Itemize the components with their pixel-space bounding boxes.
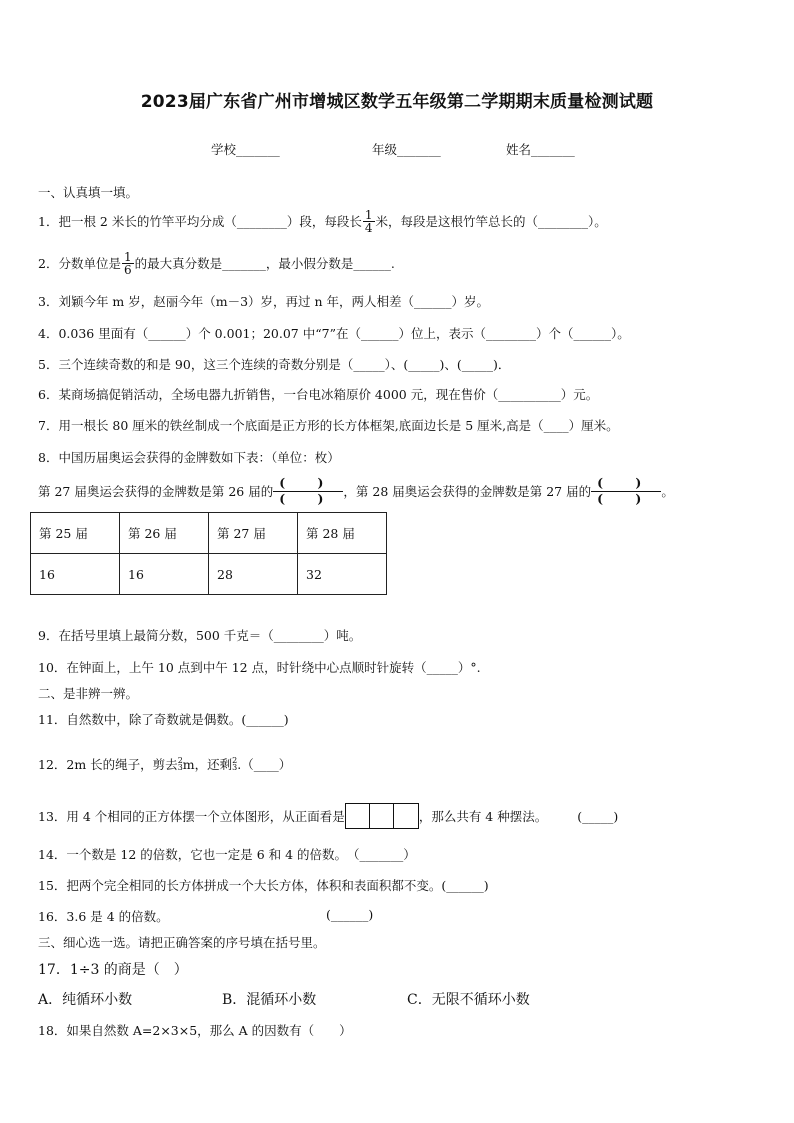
question-8-text-b: ，第 28 届奥运会获得的金牌数是第 27 届的 <box>343 484 592 499</box>
question-12-text-a: 12．2m 长的绳子，剪去 <box>38 757 178 772</box>
question-8-statement <box>38 471 674 511</box>
school-field: 学校_______ <box>211 142 280 157</box>
fraction-numerator: 2 <box>177 755 183 765</box>
table-header-row <box>31 513 387 554</box>
question-10: 10．在钟面上，上午 10 点到中午 12 点，时针绕中心点顺时针旋转（_____）°. <box>38 660 481 675</box>
fraction-denominator: 3 <box>177 763 183 772</box>
gold-medal-table <box>30 512 387 595</box>
fraction-one-sixth <box>122 251 134 276</box>
question-13-text-b: ，那么共有 4 种摆法。 <box>418 809 548 824</box>
table-cell: 16 <box>31 554 120 595</box>
fraction-numerator: 1 <box>123 249 132 264</box>
table-row <box>31 554 387 595</box>
question-16-text: 16．3.6 是 4 的倍数。 <box>38 909 169 924</box>
cube-square <box>394 804 418 828</box>
question-11: 11．自然数中，除了奇数就是偶数。(______) <box>38 712 289 727</box>
question-7: 7．用一根长 80 厘米的铁丝制成一个底面是正方形的长方体框架,底面边长是 5 厘米,高是（____）厘米。 <box>38 418 619 433</box>
question-12-text-c: .（____） <box>237 757 292 772</box>
section-heading-3: 三、细心选一选。请把正确答案的序号填在括号里。 <box>38 935 326 950</box>
fraction-numerator: 2 <box>232 755 238 765</box>
blank-numerator: ( ) <box>279 475 338 491</box>
question-17-option-c: C．无限不循环小数 <box>407 992 530 1008</box>
grade-field: 年级_______ <box>372 142 441 157</box>
page-title: 2023届广东省广州市增城区数学五年级第二学期期末质量检测试题 <box>140 92 654 112</box>
table-header-cell: 第 26 届 <box>120 513 209 554</box>
question-13 <box>38 801 618 831</box>
table-cell: 16 <box>120 554 209 595</box>
front-view-cubes-figure <box>345 803 419 829</box>
section-heading-1: 一、认真填一填。 <box>38 185 139 200</box>
question-4: 4．0.036 里面有（______）个 0.001；20.07 中“7”在（______）位上，表示（________）个（______）。 <box>38 326 630 341</box>
fraction-denominator: 3 <box>232 763 238 772</box>
table-cell: 32 <box>298 554 387 595</box>
question-8-text-a: 第 27 届奥运会获得的金牌数是第 26 届的 <box>38 484 274 499</box>
question-13-answer-blank: (_____) <box>577 808 619 824</box>
question-14: 14．一个数是 12 的倍数，它也一定是 6 和 4 的倍数。 （_______） <box>38 847 416 862</box>
fraction-one-quarter <box>363 209 375 234</box>
question-1-text-a: 1．把一根 2 米长的竹竿平均分成（________）段，每段长 <box>38 214 362 229</box>
question-2-text-a: 2．分数单位是 <box>38 256 121 271</box>
fraction-denominator: 6 <box>123 262 132 277</box>
section-heading-2: 二、是非辨一辨。 <box>38 686 139 701</box>
question-2-text-b: 的最大真分数是_______，最小假分数是______. <box>134 256 395 271</box>
table-header-cell: 第 28 届 <box>298 513 387 554</box>
table-header-cell: 第 27 届 <box>209 513 298 554</box>
question-8-text-c: 。 <box>661 484 674 499</box>
cube-square <box>346 804 370 828</box>
table-cell: 28 <box>209 554 298 595</box>
question-12 <box>38 750 291 778</box>
fraction-numerator: 1 <box>364 207 373 222</box>
question-12-text-b: m，还剩 <box>182 757 233 772</box>
table-header-cell: 第 25 届 <box>31 513 120 554</box>
question-18: 18．如果自然数 A=2×3×5，那么 A 的因数有（ ） <box>38 1023 352 1038</box>
cube-square <box>370 804 394 828</box>
question-5: 5．三个连续奇数的和是 90，这三个连续的奇数分别是（_____）、(_____)、(_____)． <box>38 357 511 372</box>
question-17-stem: 17．1÷3 的商是（ ） <box>38 962 188 978</box>
question-8-intro: 8．中国历届奥运会获得的金牌数如下表：（单位：枚） <box>38 450 340 465</box>
question-2 <box>38 246 395 280</box>
question-1 <box>38 203 607 239</box>
question-13-text-a: 13．用 4 个相同的正方体摆一个立体图形，从正面看是 <box>38 809 345 824</box>
question-16-answer-blank: (______) <box>326 907 374 922</box>
question-15: 15．把两个完全相同的长方体拼成一个大长方体，体积和表面积都不变。(______) <box>38 878 489 893</box>
name-field: 姓名_______ <box>506 142 575 157</box>
question-1-text-b: 米，每段是这根竹竿总长的（________）。 <box>375 214 607 229</box>
blank-fraction-2 <box>591 476 661 506</box>
blank-denominator: ( ) <box>591 491 661 506</box>
fraction-denominator: 4 <box>364 220 373 235</box>
question-17-option-a: A．纯循环小数 <box>38 992 133 1008</box>
question-6: 6．某商场搞促销活动，全场电器九折销售，一台电冰箱原价 4000 元，现在售价（__________）元。 <box>38 387 599 402</box>
blank-numerator: ( ) <box>597 475 656 491</box>
blank-denominator: ( ) <box>273 491 343 506</box>
question-17-option-b: B．混循环小数 <box>222 992 317 1008</box>
question-9: 9．在括号里填上最简分数，500 千克＝（________）吨。 <box>38 628 362 643</box>
question-3: 3．刘颖今年 m 岁，赵丽今年（m－3）岁，再过 n 年，两人相差（______）岁。 <box>38 294 490 309</box>
blank-fraction-1 <box>273 476 343 506</box>
